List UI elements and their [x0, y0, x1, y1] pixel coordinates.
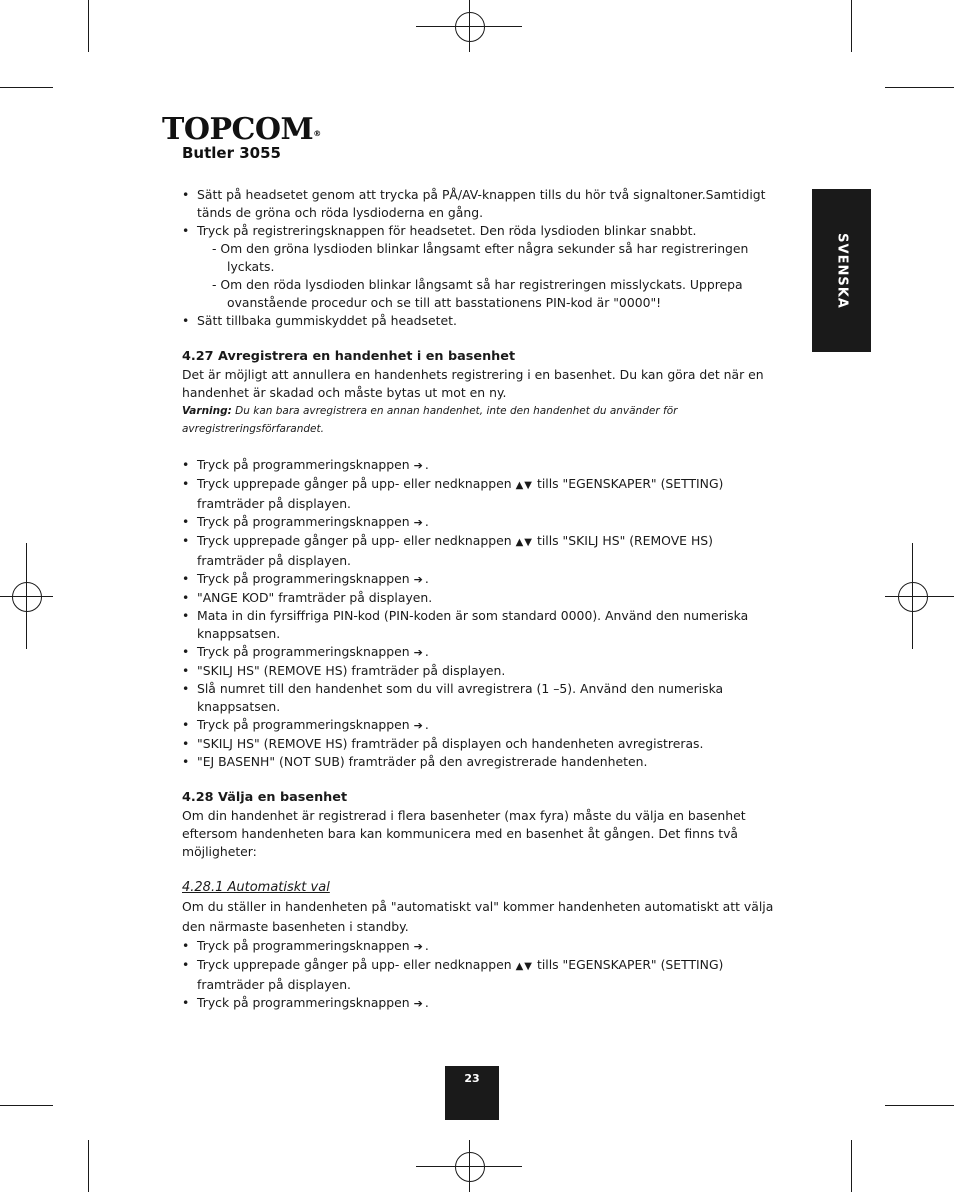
step-item: [182, 735, 782, 753]
sub-item: - Om den gröna lysdioden blinkar långsamt efter några sekunder så har registreringen lyckats.: [212, 241, 749, 274]
step-text: Tryck på programmeringsknappen: [197, 514, 410, 529]
step-text: Tryck upprepade gånger på upp- eller nedknappen: [197, 533, 512, 548]
sub-list: [197, 240, 782, 312]
crop-mark: [0, 87, 53, 88]
list-item: • Sätt tillbaka gummiskyddet på headsetet.: [182, 312, 782, 330]
page-content: [182, 186, 782, 1013]
menu-enter-icon: ➔: [413, 516, 423, 529]
step-text: Tryck på programmeringsknappen: [197, 995, 410, 1010]
step-text: Tryck på programmeringsknappen: [197, 644, 410, 659]
crop-mark: [88, 1140, 89, 1192]
step-item: [182, 607, 782, 643]
step-item: [182, 956, 782, 994]
crop-mark: [88, 0, 89, 52]
language-tab-label: SVENSKA: [834, 232, 849, 309]
step-text: Slå numret till den handenhet som du vill avregistrera (1 –5). Använd den numeriska knappsatsen.: [197, 681, 724, 714]
step-text: .: [424, 514, 429, 529]
steps-list: [182, 456, 782, 771]
crop-mark: [885, 87, 954, 88]
step-text: Mata in din fyrsiffriga PIN-kod (PIN-koden är som standard 0000). Använd den numeriska knappsatsen.: [197, 608, 749, 641]
step-text: "EJ BASENH" (NOT SUB) framträder på den avregistrerade handenheten.: [197, 754, 648, 769]
step-item: [182, 475, 782, 513]
menu-enter-icon: ➔: [413, 459, 423, 472]
step-item: [182, 456, 782, 475]
step-text: .: [424, 717, 429, 732]
brand-name: TOPCOM: [162, 112, 314, 147]
up-down-icon: ▲▼: [515, 961, 533, 972]
sub-item: - Om den röda lysdioden blinkar långsamt så har registreringen misslyckats. Upprepa ovanstående procedur och se till att basstationens PIN-kod är "0000"!: [212, 277, 743, 310]
step-text: .: [424, 571, 429, 586]
step-item: [182, 570, 782, 589]
up-down-icon: ▲▼: [515, 537, 533, 548]
step-text: Tryck upprepade gånger på upp- eller nedknappen: [197, 957, 512, 972]
brand-mark: ®: [313, 129, 321, 138]
up-down-icon: ▲▼: [515, 480, 533, 491]
section-body: Det är möjligt att annullera en handenhets registrering i en basenhet. Du kan göra det när en handenhet är skadad och måste bytas ut mot en ny.: [182, 367, 764, 400]
list-item: • Tryck på registreringsknappen för headsetet. Den röda lysdioden blinkar snabbt. - Om den gröna lysdioden blinkar långsamt efter några sekunder så har registreringen lyckats. - Om den röda lysdioden blinkar långsamt så har registreringen misslyckats. Upprepa ovanstående procedur och se till att basstationens PIN-kod är "0000"!: [182, 222, 782, 312]
list-item: • Sätt på headsetet genom att trycka på PÅ/AV-knappen tills du hör två signaltoner.Samtidigt tänds de gröna och röda lysdioderna en gång.: [182, 186, 782, 222]
language-tab: [812, 189, 871, 352]
section-heading: 4.28 Välja en basenhet: [182, 790, 348, 805]
crop-mark: [851, 1140, 852, 1192]
step-text: "ANGE KOD" framträder på displayen.: [197, 590, 433, 605]
step-text: "SKILJ HS" (REMOVE HS) framträder på displayen.: [197, 663, 506, 678]
step-item: [182, 680, 782, 716]
step-item: [182, 643, 782, 662]
menu-enter-icon: ➔: [413, 719, 423, 732]
step-text: .: [424, 457, 429, 472]
step-text: Tryck på programmeringsknappen: [197, 717, 410, 732]
brand-logo: [162, 113, 321, 147]
steps-list: [182, 937, 782, 1013]
section-body: Om du ställer in handenheten på "automatiskt val" kommer handenheten automatiskt att välja den närmaste basenheten i standby.: [182, 899, 774, 934]
warning-text: Du kan bara avregistrera en annan handenhet, inte den handenhet du använder för avregistreringsförfarandet.: [182, 405, 678, 435]
menu-enter-icon: ➔: [413, 940, 423, 953]
step-text: Tryck på programmeringsknappen: [197, 938, 410, 953]
step-text: .: [424, 938, 429, 953]
crop-mark: [0, 1105, 53, 1106]
step-text: .: [424, 995, 429, 1010]
section-body: Om din handenhet är registrerad i flera basenheter (max fyra) måste du välja en basenhet eftersom handenheten bara kan kommunicera med en basenhet åt gången. Det finns två möjligheter:: [182, 808, 746, 859]
registration-circle: [12, 582, 42, 612]
step-item: [182, 589, 782, 607]
page-number: 23: [445, 1066, 499, 1120]
warning-label: Varning:: [182, 405, 232, 417]
step-text: .: [424, 644, 429, 659]
step-text: Tryck upprepade gånger på upp- eller nedknappen: [197, 476, 512, 491]
intro-bullet-list: [182, 186, 782, 330]
step-text: tills "SKILJ HS" (REMOVE HS) framträder på displayen.: [197, 533, 713, 568]
step-text: "SKILJ HS" (REMOVE HS) framträder på displayen och handenheten avregistreras.: [197, 736, 704, 751]
step-item: [182, 662, 782, 680]
step-text: tills "EGENSKAPER" (SETTING) framträder på displayen.: [197, 957, 724, 992]
step-text: Tryck på programmeringsknappen: [197, 571, 410, 586]
warning-note: [182, 402, 782, 438]
model-name: Butler 3055: [182, 144, 281, 162]
step-text: Tryck på programmeringsknappen: [197, 457, 410, 472]
menu-enter-icon: ➔: [413, 646, 423, 659]
step-item: [182, 513, 782, 532]
registration-circle: [455, 12, 485, 42]
menu-enter-icon: ➔: [413, 997, 423, 1010]
subsection-heading: 4.28.1 Automatiskt val: [182, 880, 330, 895]
section-heading: 4.27 Avregistrera en handenhet i en basenhet: [182, 349, 516, 364]
registration-circle: [455, 1152, 485, 1182]
crop-mark: [851, 0, 852, 52]
menu-enter-icon: ➔: [413, 573, 423, 586]
step-item: [182, 937, 782, 956]
registration-circle: [898, 582, 928, 612]
crop-mark: [885, 1105, 954, 1106]
step-item: [182, 716, 782, 735]
step-item: [182, 994, 782, 1013]
step-text: tills "EGENSKAPER" (SETTING) framträder på displayen.: [197, 476, 724, 511]
step-item: [182, 753, 782, 771]
step-item: [182, 532, 782, 570]
